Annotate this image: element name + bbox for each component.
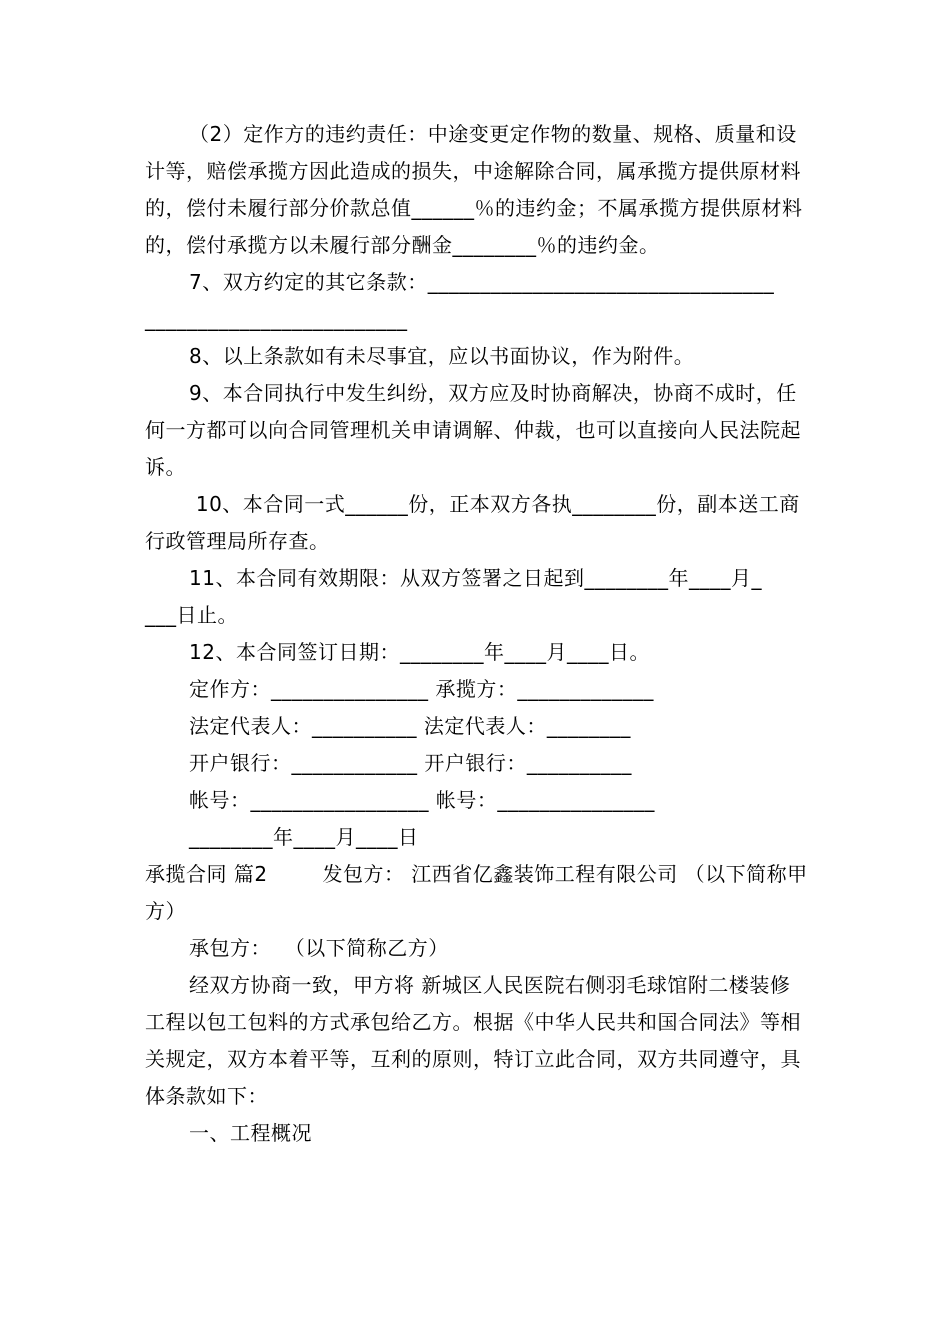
document-body [145, 116, 813, 1152]
signature-line-representatives: 法定代表人：__________ 法定代表人：________ [189, 714, 631, 738]
signature-line-parties: 定作方：_______________ 承揽方：_____________ [189, 677, 654, 701]
paragraph-clause-8: 8、以上条款如有未尽事宜，应以书面协议，作为附件。 [189, 344, 695, 368]
signature-block [145, 671, 813, 856]
paragraph-clause-12: 12、本合同签订日期：________年____月____日。 [189, 640, 650, 664]
signature-line-banks: 开户银行：____________ 开户银行：__________ [189, 751, 632, 775]
paragraph-clause-9: 9、本合同执行中发生纠纷，双方应及时协商解决，协商不成时，任何一方都可以向合同管理机关申请调解、仲裁，也可以直接向人民法院起诉。 [145, 381, 801, 479]
section-heading-1: 一、工程概况 [189, 1121, 312, 1145]
contract-2-header: 承揽合同 篇2 发包方： 江西省亿鑫装饰工程有限公司 （以下简称甲方） [145, 862, 808, 923]
paragraph-contractor: 承包方： （以下简称乙方） [189, 936, 449, 960]
paragraph-breach-liability: （2）定作方的违约责任：中途变更定作物的数量、规格、质量和设计等，赔偿承揽方因此造成的损失，中途解除合同，属承揽方提供原材料的，偿付未履行部分价款总值______％的违约金；不属承揽方提供原材料的，偿付承揽方以未履行部分酬金________％的违约金。 [145, 122, 803, 257]
signature-line-accounts: 帐号：_________________ 帐号：_______________ [189, 788, 655, 812]
paragraph-intro: 经双方协商一致，甲方将 新城区人民医院右侧羽毛球馆附二楼装修 工程以包工包料的方式承包给乙方。根据《中华人民共和国合同法》等相关规定，双方本着平等，互利的原则，特订立此合同，双方共同遵守，具体条款如下： [145, 973, 801, 1108]
paragraph-clause-10: 10、本合同一式______份，正本双方各执________份，副本送工商行政管理局所存查。 [145, 492, 800, 553]
paragraph-clause-7: 7、双方约定的其它条款：_________________________________ _________________________ [145, 270, 775, 331]
paragraph-clause-11: 11、本合同有效期限：从双方签署之日起到________年____月_ ___日止。 [145, 566, 762, 627]
signature-line-date: ________年____月____日 [189, 825, 419, 849]
